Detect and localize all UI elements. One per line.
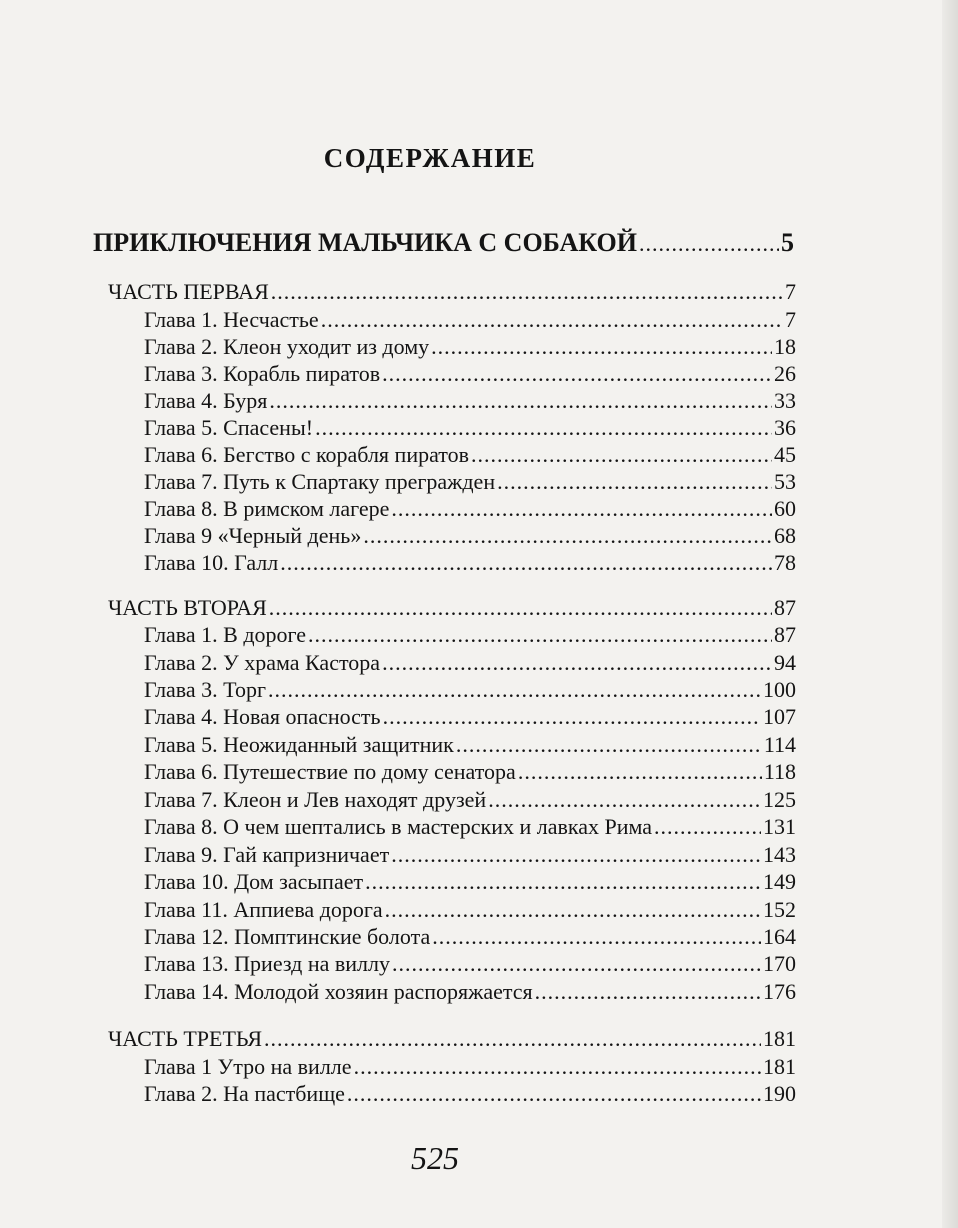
- toc-entry-chapter: [144, 842, 796, 870]
- dot-leader: [264, 1026, 761, 1052]
- toc-entry-chapter: [144, 388, 796, 416]
- page-number: 525: [411, 1140, 459, 1176]
- toc-entry-title: Глава 4. Новая опасность: [144, 704, 381, 729]
- toc-entry-title: Глава 2. У храма Кастора: [144, 650, 381, 675]
- toc-entry-title: Глава 6. Бегство с корабля пиратов: [144, 442, 470, 467]
- toc-entry-title: Глава 3. Корабль пиратов: [144, 361, 381, 386]
- toc-entry-chapter: [144, 787, 796, 815]
- dot-leader: [391, 842, 761, 868]
- toc-entry-page: 7: [785, 307, 796, 332]
- toc-entry-part: [108, 595, 796, 623]
- toc-entry-page: 87: [774, 622, 796, 647]
- toc-entry-title: Глава 7. Клеон и Лев находят друзей: [144, 787, 487, 812]
- toc-entry-title: Глава 13. Приезд на виллу: [144, 951, 391, 976]
- toc-entry-title: Глава 2. На пастбище: [144, 1081, 345, 1106]
- dot-leader: [535, 979, 761, 1005]
- dot-leader: [431, 334, 772, 360]
- toc-entry-book: [93, 228, 794, 262]
- toc-entry-title: ПРИКЛЮЧЕНИЯ МАЛЬЧИКА С СОБАКОЙ: [93, 228, 637, 257]
- toc-entry-chapter: [144, 897, 796, 925]
- toc-entry-chapter: [144, 496, 796, 524]
- toc-entry-title: Глава 9 «Черный день»: [144, 523, 362, 548]
- dot-leader: [365, 869, 761, 895]
- toc-entry-title: Глава 10. Дом засыпает: [144, 869, 364, 894]
- dot-leader: [382, 650, 772, 676]
- dot-leader: [363, 523, 772, 549]
- toc-entry-page: 190: [763, 1081, 796, 1106]
- dot-leader: [347, 1081, 761, 1107]
- toc-entry-title: Глава 1 Утро на вилле: [144, 1054, 352, 1079]
- toc-entry-page: 78: [774, 550, 796, 575]
- toc-entry-page: 164: [763, 924, 796, 949]
- toc-entry-chapter: [144, 442, 796, 470]
- dot-leader: [654, 814, 761, 840]
- toc-entry-page: 181: [763, 1026, 796, 1051]
- dot-leader: [269, 595, 772, 621]
- toc-entry-page: 45: [774, 442, 796, 467]
- toc-entry-chapter: [144, 814, 796, 842]
- toc-entry-title: Глава 5. Спасены!: [144, 415, 314, 440]
- toc-entry-chapter: [144, 1081, 796, 1109]
- toc-entry-page: 152: [763, 897, 796, 922]
- toc-entry-page: 94: [774, 650, 796, 675]
- toc-entry-page: 118: [763, 759, 796, 784]
- toc-entry-title: Глава 14. Молодой хозяин распоряжается: [144, 979, 533, 1004]
- toc-entry-page: 33: [774, 388, 796, 413]
- toc-entry-title: Глава 2. Клеон уходит из дому: [144, 334, 430, 359]
- toc-entry-chapter: [144, 523, 796, 551]
- toc-entry-page: 143: [763, 842, 796, 867]
- toc-entry-chapter: [144, 550, 796, 578]
- toc-entry-chapter: [144, 924, 796, 952]
- toc-entry-chapter: [144, 732, 796, 760]
- toc-entry-page: 149: [763, 869, 796, 894]
- dot-leader: [488, 787, 761, 813]
- toc-entry-title: Глава 6. Путешествие по дому сенатора: [144, 759, 516, 784]
- toc-entry-part: [108, 1026, 796, 1054]
- dot-leader: [518, 759, 762, 785]
- dot-leader: [385, 897, 761, 923]
- dot-leader: [354, 1054, 761, 1080]
- toc-entry-page: 107: [763, 704, 796, 729]
- dot-leader: [383, 704, 761, 730]
- toc-entry-chapter: [144, 704, 796, 732]
- toc-entry-page: 53: [774, 469, 796, 494]
- dot-leader: [392, 951, 761, 977]
- dot-leader: [280, 550, 772, 576]
- toc-entry-chapter: [144, 759, 796, 787]
- toc-entry-chapter: [144, 1054, 796, 1082]
- dot-leader: [315, 415, 772, 441]
- toc-entry-page: 131: [763, 814, 796, 839]
- dot-leader: [271, 279, 783, 305]
- dot-leader: [268, 677, 761, 703]
- toc-entry-chapter: [144, 677, 796, 705]
- toc-entry-chapter: [144, 979, 796, 1007]
- toc-entry-title: Глава 12. Помптинские болота: [144, 924, 431, 949]
- dot-leader: [497, 469, 772, 495]
- dot-leader: [639, 231, 779, 257]
- toc-entry-page: 176: [763, 979, 796, 1004]
- toc-entry-title: Глава 10. Галл: [144, 550, 279, 575]
- toc-entry-title: Глава 7. Путь к Спартаку прегражден: [144, 469, 496, 494]
- toc-entry-page: 181: [763, 1054, 796, 1079]
- toc-entry-chapter: [144, 650, 796, 678]
- toc-entry-chapter: [144, 469, 796, 497]
- toc-entry-chapter: [144, 951, 796, 979]
- toc-entry-title: ЧАСТЬ ВТОРАЯ: [108, 595, 267, 620]
- toc-entry-title: Глава 1. В дороге: [144, 622, 307, 647]
- page-title: СОДЕРЖАНИЕ: [323, 143, 537, 173]
- dot-leader: [456, 732, 762, 758]
- toc-entry-title: Глава 9. Гай капризничает: [144, 842, 390, 867]
- toc-entry-title: Глава 11. Аппиева дорога: [144, 897, 383, 922]
- dot-leader: [391, 496, 772, 522]
- toc-entry-title: Глава 5. Неожиданный защитник: [144, 732, 454, 757]
- toc-entry-title: Глава 8. В римском лагере: [144, 496, 390, 521]
- toc-entry-chapter: [144, 622, 796, 650]
- toc-entry-title: Глава 1. Несчастье: [144, 307, 319, 332]
- toc-entry-page: 60: [774, 496, 796, 521]
- toc-entry-page: 18: [774, 334, 796, 359]
- toc-entry-page: 114: [763, 732, 796, 757]
- toc-entry-title: Глава 8. О чем шептались в мастерских и лавках Рима: [144, 814, 653, 839]
- dot-leader: [308, 622, 772, 648]
- dot-leader: [471, 442, 772, 468]
- toc-entry-chapter: [144, 361, 796, 389]
- toc-entry-page: 100: [763, 677, 796, 702]
- toc-entry-title: Глава 3. Торг: [144, 677, 266, 702]
- toc-entry-page: 170: [763, 951, 796, 976]
- toc-entry-title: ЧАСТЬ ПЕРВАЯ: [108, 279, 269, 304]
- toc-entry-part: [108, 279, 796, 307]
- toc-entry-page: 125: [763, 787, 796, 812]
- toc-entry-chapter: [144, 415, 796, 443]
- dot-leader: [269, 388, 772, 414]
- toc-entry-page: 5: [781, 228, 794, 257]
- toc-entry-chapter: [144, 307, 796, 335]
- toc-entry-page: 68: [774, 523, 796, 548]
- toc-entry-chapter: [144, 334, 796, 362]
- toc-entry-page: 26: [774, 361, 796, 386]
- toc-entry-page: 87: [774, 595, 796, 620]
- dot-leader: [321, 307, 783, 333]
- toc-entry-title: ЧАСТЬ ТРЕТЬЯ: [108, 1026, 263, 1051]
- toc-entry-chapter: [144, 869, 796, 897]
- toc-entry-page: 36: [774, 415, 796, 440]
- toc-entry-page: 7: [785, 279, 796, 304]
- dot-leader: [382, 361, 772, 387]
- toc-entry-title: Глава 4. Буря: [144, 388, 268, 413]
- dot-leader: [432, 924, 761, 950]
